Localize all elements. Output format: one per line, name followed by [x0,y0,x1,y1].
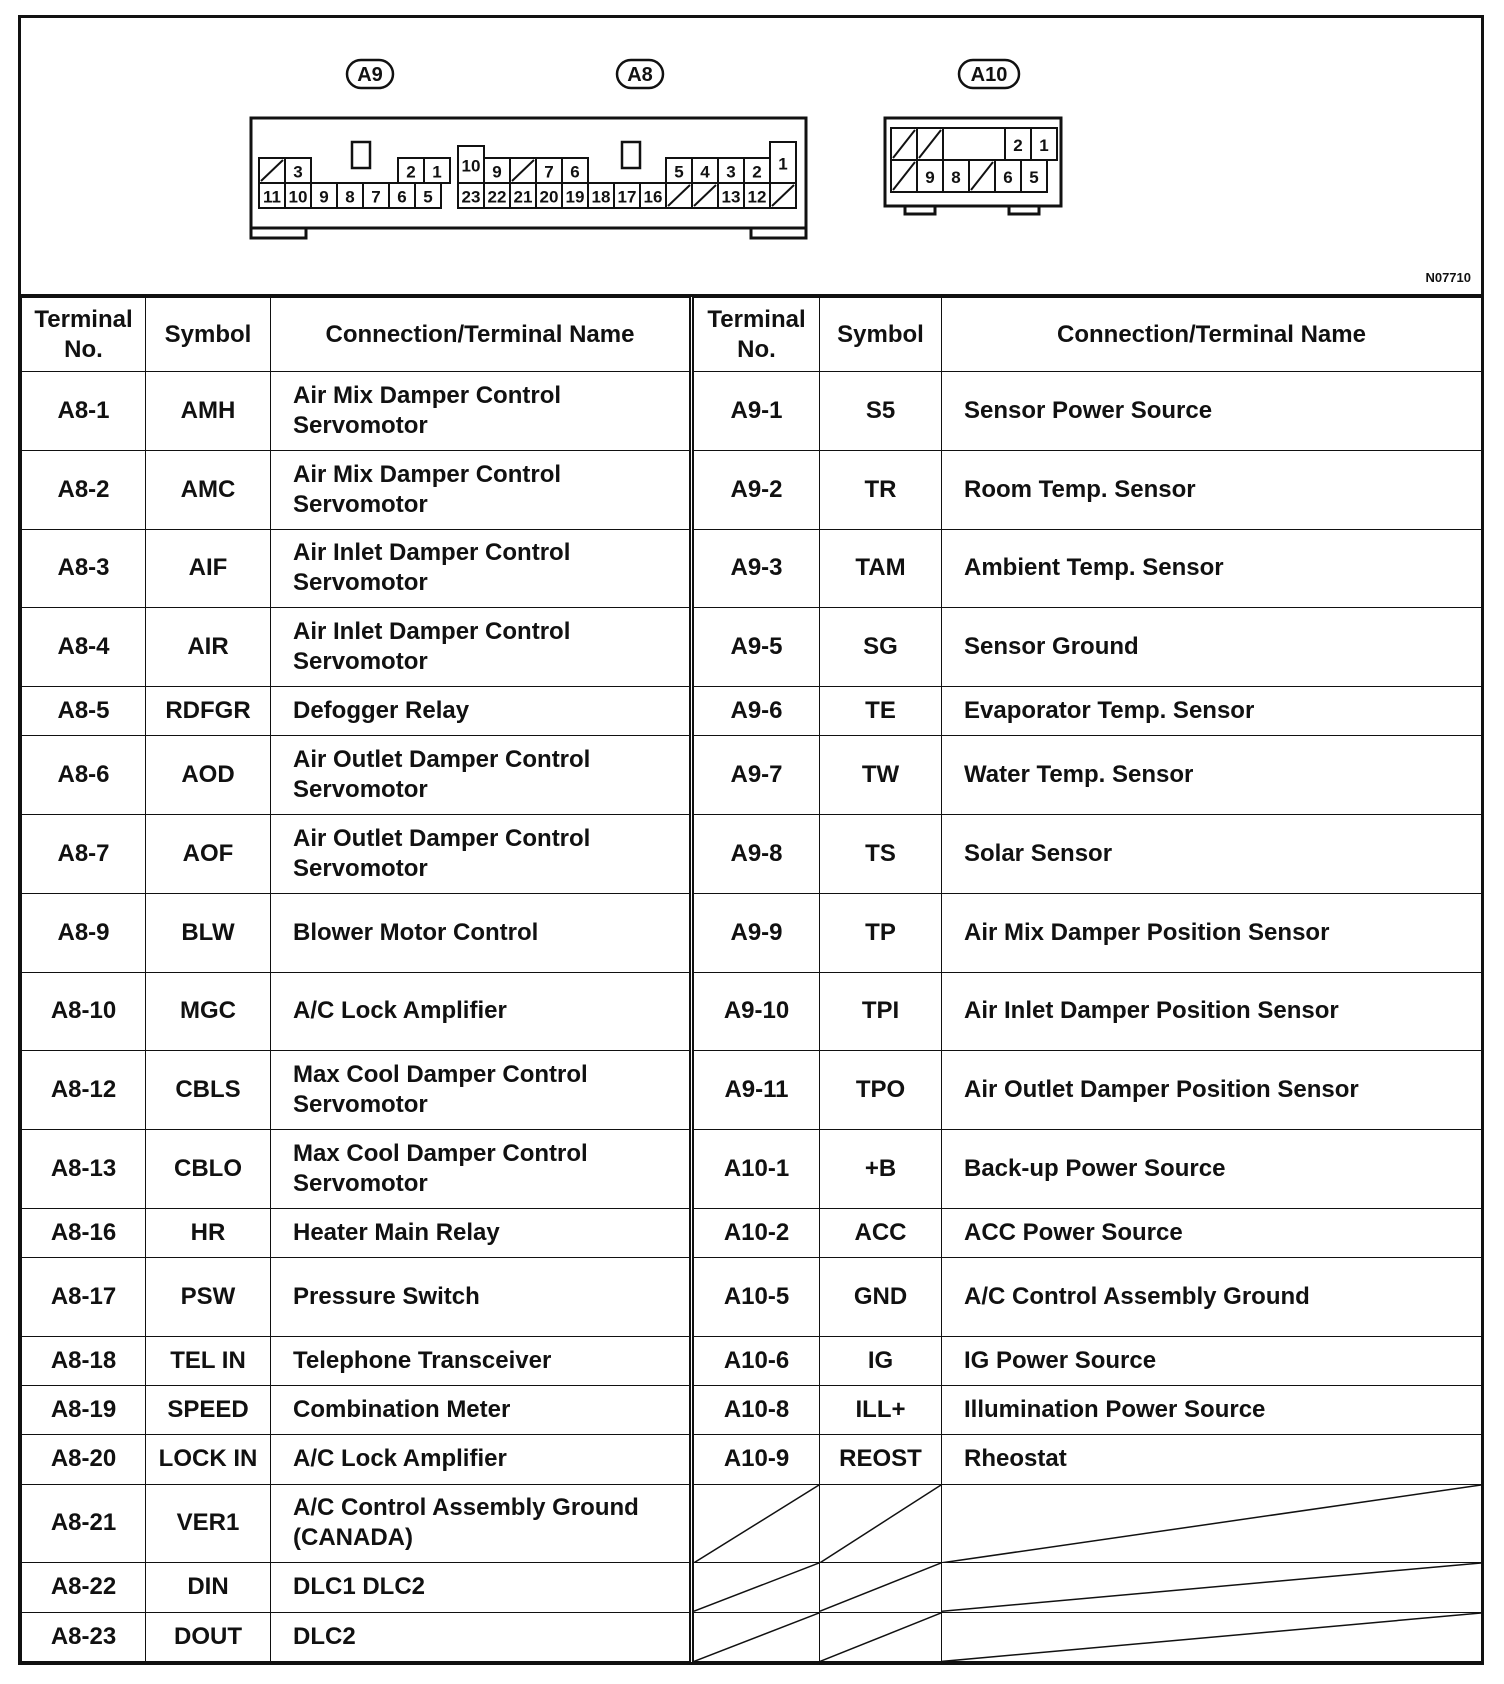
symbol-left: DOUT [146,1612,271,1661]
terminal-no-left: A8-1 [22,372,146,451]
a10-pin-blank-bottom-2 [969,160,995,192]
a10-pin-6 [995,160,1021,192]
symbol-right: GND [820,1258,942,1337]
a10-pin-2-label: 2 [1013,136,1023,155]
a8-pin-3-label: 3 [726,162,736,182]
a10-pin-9-label: 9 [925,168,935,187]
terminal-no-left: A8-19 [22,1386,146,1435]
symbol-right: REOST [820,1435,942,1484]
a8-pin-3 [718,158,744,183]
a8-pin-5 [666,158,692,183]
table-row [22,1130,1482,1209]
symbol-left: AIF [146,529,271,608]
connection-name-right: IG Power Source [942,1336,1482,1385]
a10-pin-blank-top-1 [891,128,917,160]
a10-pin-8 [943,160,969,192]
table-row [22,1386,1482,1435]
connection-name-right: Back-up Power Source [942,1130,1482,1209]
connection-name-left: Max Cool Damper Control Servomotor [271,1051,692,1130]
terminal-no-left: A8-2 [22,450,146,529]
symbol-left: BLW [146,893,271,972]
a8-pin-blank-top-1 [510,158,536,183]
terminal-no-left: A8-3 [22,529,146,608]
connector-label-a10-text: A10 [970,64,1008,86]
terminal-no-right: A10-2 [692,1208,820,1257]
empty-cell-strike [694,1485,819,1563]
connection-name-left: Air Mix Damper Control Servomotor [271,450,692,529]
a8-pin-1-label: 1 [778,154,788,174]
a8-pin-5-label: 5 [674,162,684,182]
terminal-no-right: A9-3 [692,529,820,608]
symbol-left: AOF [146,815,271,894]
a9-pin-7 [363,183,389,208]
a8-pin-12 [744,183,770,208]
symbol-right: TPI [820,972,942,1051]
a9-pin-6-label: 6 [397,187,407,207]
connection-name-left: Air Inlet Damper Control Servomotor [271,529,692,608]
terminal-no-right: A9-8 [692,815,820,894]
table-row [22,972,1482,1051]
connection-name-left: Telephone Transceiver [271,1336,692,1385]
connector-label-a9-text: A9 [357,64,383,86]
a9-pin-3 [285,158,311,183]
connection-name-left: Defogger Relay [271,687,692,736]
connection-name-left: Air Outlet Damper Control Servomotor [271,736,692,815]
symbol-left: MGC [146,972,271,1051]
connection-name-left: Pressure Switch [271,1258,692,1337]
symbol-right: TE [820,687,942,736]
a8-pin-23-label: 23 [461,187,481,207]
terminal-no-left: A8-20 [22,1435,146,1484]
header-symbol-left: Symbol [146,298,271,372]
a8-pin-9 [484,158,510,183]
a8-pin-6 [562,158,588,183]
symbol-right: TS [820,815,942,894]
connector-a9-a8-cells [259,142,796,208]
connection-name-left: Max Cool Damper Control Servomotor [271,1130,692,1209]
document-frame [18,15,1484,1665]
a9-pin-2-label: 2 [406,162,416,182]
connection-name-right [942,1484,1482,1563]
a8-pin-10 [458,146,484,183]
empty-cell-strike [942,1485,1481,1563]
a9-pin-11-label: 11 [263,187,281,207]
a9-pin-6 [389,183,415,208]
a8-pin-9-label: 9 [492,162,502,182]
symbol-left: TEL IN [146,1336,271,1385]
terminal-no-left: A8-21 [22,1484,146,1563]
connection-name-left: A/C Lock Amplifier [271,1435,692,1484]
table-row [22,450,1482,529]
a8-pin-17-label: 17 [617,187,637,207]
symbol-right [820,1563,942,1612]
a9-pin-2 [398,158,424,183]
terminal-no-left: A8-12 [22,1051,146,1130]
a10-pin-2 [1005,128,1031,160]
a8-pin-7-label: 7 [544,162,554,182]
connection-name-left: Blower Motor Control [271,893,692,972]
symbol-right: SG [820,608,942,687]
connection-name-left: DLC1 DLC2 [271,1563,692,1612]
a8-pin-21-label: 21 [513,187,533,207]
terminal-no-right: A10-1 [692,1130,820,1209]
connection-name-right: Water Temp. Sensor [942,736,1482,815]
connection-name-right: Evaporator Temp. Sensor [942,687,1482,736]
table-row [22,893,1482,972]
symbol-right: TAM [820,529,942,608]
connector-drawing [21,18,1481,294]
terminal-no-right: A10-9 [692,1435,820,1484]
terminal-no-left: A8-13 [22,1130,146,1209]
table-row [22,529,1482,608]
a8-pin-20-label: 20 [539,187,559,207]
table-row [22,608,1482,687]
a8-pin-22 [484,183,510,208]
symbol-left: AIR [146,608,271,687]
connection-name-left: A/C Control Assembly Ground (CANADA) [271,1484,692,1563]
connection-name-right: A/C Control Assembly Ground [942,1258,1482,1337]
terminal-no-right: A9-11 [692,1051,820,1130]
table-row [22,1612,1482,1661]
header-name-left: Connection/Terminal Name [271,298,692,372]
empty-cell-strike [942,1613,1481,1661]
symbol-left: RDFGR [146,687,271,736]
a10-pin-blank-top-2 [917,128,943,160]
terminal-no-right: A9-7 [692,736,820,815]
a9-pin-10-label: 10 [288,187,308,207]
table-row [22,1484,1482,1563]
terminal-no-left: A8-16 [22,1208,146,1257]
a8-pin-10-label: 10 [461,156,481,176]
a9-pin-5 [415,183,441,208]
terminal-no-left: A8-17 [22,1258,146,1337]
table-row [22,1208,1482,1257]
table-row [22,736,1482,815]
connector-label-a8-text: A8 [627,64,653,86]
a8-pin-blank-bottom-1 [666,183,692,208]
a8-pin-blank-bottom-3 [770,183,796,208]
connection-name-left: Heater Main Relay [271,1208,692,1257]
a8-pin-2-label: 2 [752,162,762,182]
connection-name-right: Ambient Temp. Sensor [942,529,1482,608]
a9-pin-3-label: 3 [293,162,303,182]
a9-pin-9-label: 9 [319,187,329,207]
symbol-left: HR [146,1208,271,1257]
symbol-right: IG [820,1336,942,1385]
a8-pin-13 [718,183,744,208]
a10-pin-1 [1031,128,1057,160]
connection-name-right: Air Mix Damper Position Sensor [942,893,1482,972]
terminal-no-left: A8-9 [22,893,146,972]
symbol-left: SPEED [146,1386,271,1435]
a9-pin-5-label: 5 [423,187,433,207]
connector-a10-cells [891,128,1057,192]
terminal-no-right: A10-5 [692,1258,820,1337]
header-terminal-no-right: Terminal No. [692,298,820,372]
symbol-left: AOD [146,736,271,815]
a8-pin-7 [536,158,562,183]
a8-pin-22-label: 22 [487,187,507,207]
symbol-left: AMC [146,450,271,529]
empty-cell-strike [820,1485,941,1563]
symbol-right: ACC [820,1208,942,1257]
a10-pin-8-label: 8 [951,168,961,187]
terminal-no-right: A9-2 [692,450,820,529]
symbol-right: +B [820,1130,942,1209]
header-terminal-no-left: Terminal No. [22,298,146,372]
terminal-table-body [22,372,1482,1662]
empty-cell-strike [694,1563,819,1611]
a8-pin-20 [536,183,562,208]
connection-name-right: Sensor Power Source [942,372,1482,451]
terminal-no-right: A9-10 [692,972,820,1051]
a8-pin-12-label: 12 [747,187,767,207]
terminal-no-right: A9-5 [692,608,820,687]
symbol-right: ILL+ [820,1386,942,1435]
header-symbol-right: Symbol [820,298,942,372]
a10-pin-5-label: 5 [1029,168,1039,187]
symbol-right: S5 [820,372,942,451]
a8-pin-4 [692,158,718,183]
a9-pin-8-label: 8 [345,187,355,207]
table-header-row [22,298,1482,372]
terminal-no-right: A10-8 [692,1386,820,1435]
connection-name-right: Rheostat [942,1435,1482,1484]
a10-pin-6-label: 6 [1003,168,1013,187]
figure-code: N07710 [1425,270,1471,285]
terminal-no-left: A8-7 [22,815,146,894]
connection-name-right: Sensor Ground [942,608,1482,687]
connection-name-right: Solar Sensor [942,815,1482,894]
a8-pin-16 [640,183,666,208]
a8-pin-17 [614,183,640,208]
symbol-left: AMH [146,372,271,451]
terminal-no-left: A8-5 [22,687,146,736]
connection-name-left: DLC2 [271,1612,692,1661]
symbol-right [820,1484,942,1563]
connection-name-right [942,1563,1482,1612]
terminal-no-left: A8-23 [22,1612,146,1661]
a10-pin-1-label: 1 [1039,136,1049,155]
symbol-right: TP [820,893,942,972]
connection-name-right: Illumination Power Source [942,1386,1482,1435]
table-row [22,1051,1482,1130]
a8-pin-21 [510,183,536,208]
connector-diagram [21,18,1481,297]
connector-label-a10 [959,60,1019,88]
symbol-left: PSW [146,1258,271,1337]
connection-name-right: ACC Power Source [942,1208,1482,1257]
terminal-no-right: A9-6 [692,687,820,736]
terminal-no-right: A9-1 [692,372,820,451]
empty-cell-strike [820,1613,941,1661]
terminal-no-left: A8-10 [22,972,146,1051]
a8-pin-18-label: 18 [591,187,611,207]
connection-name-right: Room Temp. Sensor [942,450,1482,529]
symbol-left: LOCK IN [146,1435,271,1484]
terminal-no-right [692,1484,820,1563]
a9-pin-8 [337,183,363,208]
symbol-right [820,1612,942,1661]
connection-name-left: Air Mix Damper Control Servomotor [271,372,692,451]
a8-pin-1 [770,142,796,183]
table-row [22,687,1482,736]
symbol-left: CBLS [146,1051,271,1130]
connection-name-left: Air Inlet Damper Control Servomotor [271,608,692,687]
table-row [22,1435,1482,1484]
connection-name-left: Combination Meter [271,1386,692,1435]
table-row [22,1258,1482,1337]
a8-pin-6-label: 6 [570,162,580,182]
a9-pin-10 [285,183,311,208]
a8-pin-blank-bottom-2 [692,183,718,208]
terminal-no-right: A10-6 [692,1336,820,1385]
a9-pin-1 [424,158,450,183]
connection-name-left: A/C Lock Amplifier [271,972,692,1051]
table-row [22,372,1482,451]
terminal-no-left: A8-6 [22,736,146,815]
symbol-right: TR [820,450,942,529]
a9-pin-9 [311,183,337,208]
connection-name-right: Air Outlet Damper Position Sensor [942,1051,1482,1130]
table-row [22,1336,1482,1385]
a8-pin-23 [458,183,484,208]
connector-a9-a8-body [251,118,806,238]
a8-pin-13-label: 13 [721,187,741,207]
a8-pin-19-label: 19 [565,187,585,207]
header-name-right: Connection/Terminal Name [942,298,1482,372]
a9-pin-11 [259,183,285,208]
a9-pin-1-label: 1 [432,162,442,182]
terminal-no-right: A9-9 [692,893,820,972]
terminal-no-left: A8-18 [22,1336,146,1385]
terminal-no-left: A8-22 [22,1563,146,1612]
connector-label-a8 [617,60,663,88]
connector-label-a9 [347,60,393,88]
a9-pin-7-label: 7 [371,187,381,207]
empty-cell-strike [820,1563,941,1611]
a10-pin-9 [917,160,943,192]
symbol-left: CBLO [146,1130,271,1209]
table-row [22,815,1482,894]
a10-pin-blank-bottom-1 [891,160,917,192]
empty-cell-strike [694,1613,819,1661]
a9-pin-blank-top [259,158,285,183]
table-row [22,1563,1482,1612]
empty-cell-strike [942,1563,1481,1611]
a8-pin-2 [744,158,770,183]
symbol-right: TPO [820,1051,942,1130]
terminal-no-right [692,1563,820,1612]
symbol-left: DIN [146,1563,271,1612]
connection-name-right: Air Inlet Damper Position Sensor [942,972,1482,1051]
a10-pin-blank-top-wide [943,128,1005,160]
a8-pin-16-label: 16 [643,187,663,207]
terminal-no-left: A8-4 [22,608,146,687]
a8-pin-18 [588,183,614,208]
symbol-right: TW [820,736,942,815]
symbol-left: VER1 [146,1484,271,1563]
terminal-no-right [692,1612,820,1661]
a8-pin-19 [562,183,588,208]
a10-pin-5 [1021,160,1047,192]
terminal-table [21,297,1482,1662]
a8-pin-4-label: 4 [700,162,710,182]
connection-name-left: Air Outlet Damper Control Servomotor [271,815,692,894]
connection-name-right [942,1612,1482,1661]
